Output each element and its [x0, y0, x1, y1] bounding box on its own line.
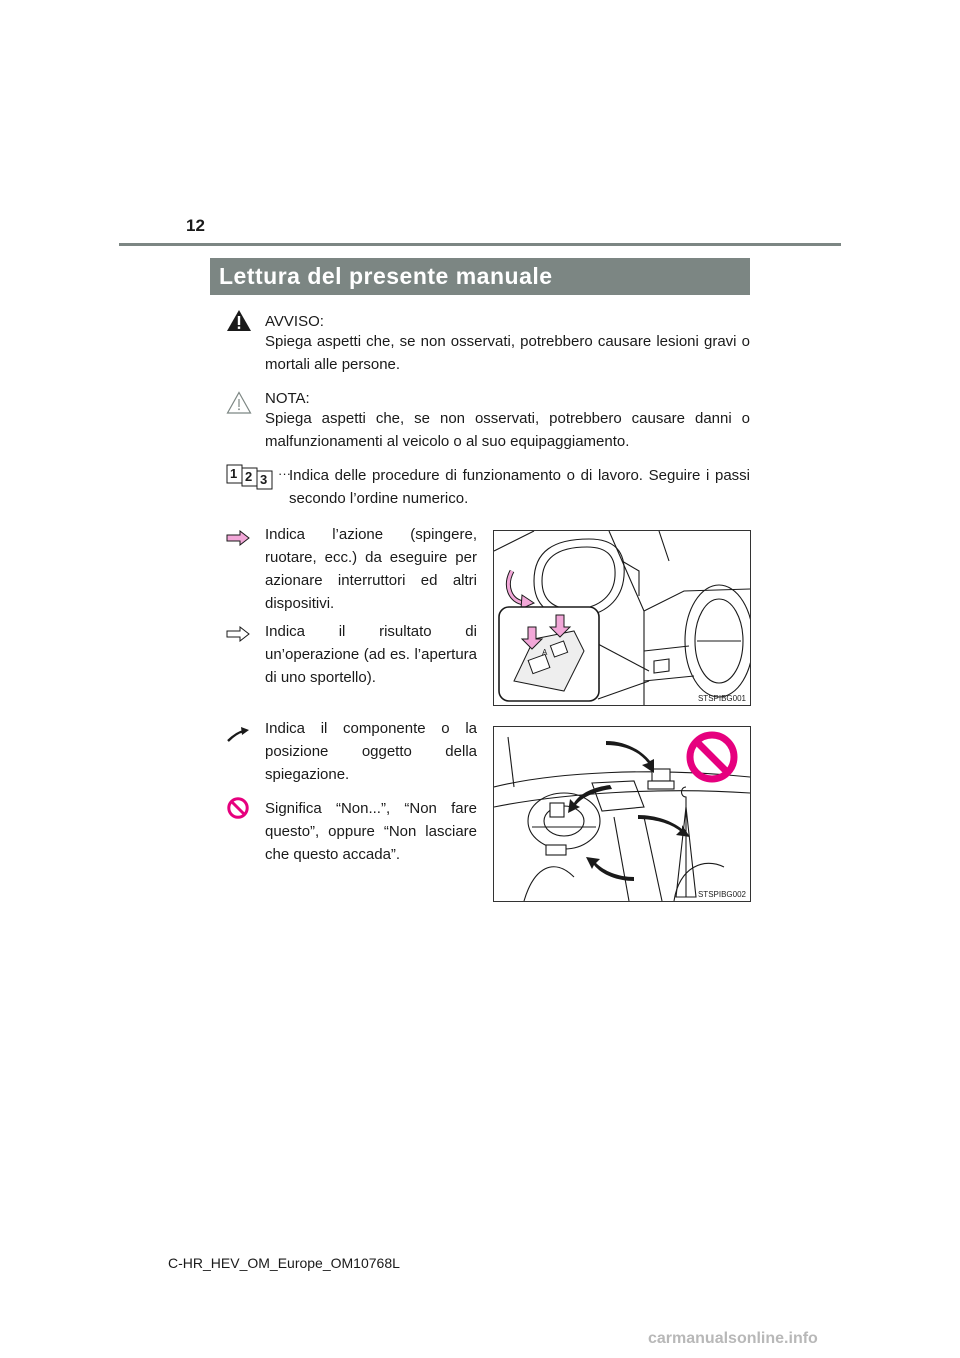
prohibited-icon — [227, 797, 249, 819]
switch-letter: A — [542, 648, 548, 657]
avviso-label: AVVISO: — [265, 313, 324, 330]
section-title: Lettura del presente manuale — [210, 258, 750, 295]
header-rule — [119, 243, 841, 246]
nota-text: Spiega aspetti che, se non osservati, potrebbero causare danni o malfunzionamenti al veicolo o al suo equipaggiamento. — [265, 410, 750, 450]
step-numbers-icon — [226, 464, 296, 490]
step-number-3: 3 — [260, 472, 268, 487]
steps-text: Indica delle procedure di funzionamento o di lavoro. Seguire i passi secondo l’ordine numerico. — [289, 467, 750, 507]
component-text: Indica il componente o la posizione oggetto della spiegazione. — [265, 720, 477, 783]
result-text: Indica il risultato di un’operazione (ad es. l’apertura di uno sportello). — [265, 623, 477, 686]
avviso-text: Spiega aspetti che, se non osservati, potrebbero causare lesioni gravi o mortali alle persone. — [265, 333, 750, 373]
result-arrow-icon — [226, 626, 250, 642]
prohibited-text: Significa “Non...”, “Non fare questo”, oppure “Non lasciare che questo accada”. — [265, 800, 477, 863]
footer-doc-id: C-HR_HEV_OM_Europe_OM10768L — [168, 1255, 400, 1271]
action-arrow-icon — [226, 530, 250, 546]
action-text: Indica l’azione (spingere, ruotare, ecc.) da eseguire per azionare interruttori ed altri dispositivi. — [265, 526, 477, 612]
page-number: 12 — [186, 216, 205, 235]
step-number-1: 1 — [230, 466, 238, 481]
step-dots: ··· — [278, 466, 291, 481]
figure-1-label: STSPIBG001 — [697, 694, 746, 703]
nota-label: NOTA: — [265, 390, 310, 407]
caution-outline-icon — [226, 391, 252, 414]
figure-prohibited-objects — [493, 726, 751, 902]
figure-2-label: STSPIBG002 — [697, 890, 746, 899]
component-arrow-icon — [226, 727, 250, 743]
step-number-2: 2 — [245, 469, 253, 484]
figure-mirror-switch — [493, 530, 751, 706]
warning-triangle-icon — [226, 309, 252, 332]
watermark: carmanualsonline.info — [648, 1330, 818, 1347]
